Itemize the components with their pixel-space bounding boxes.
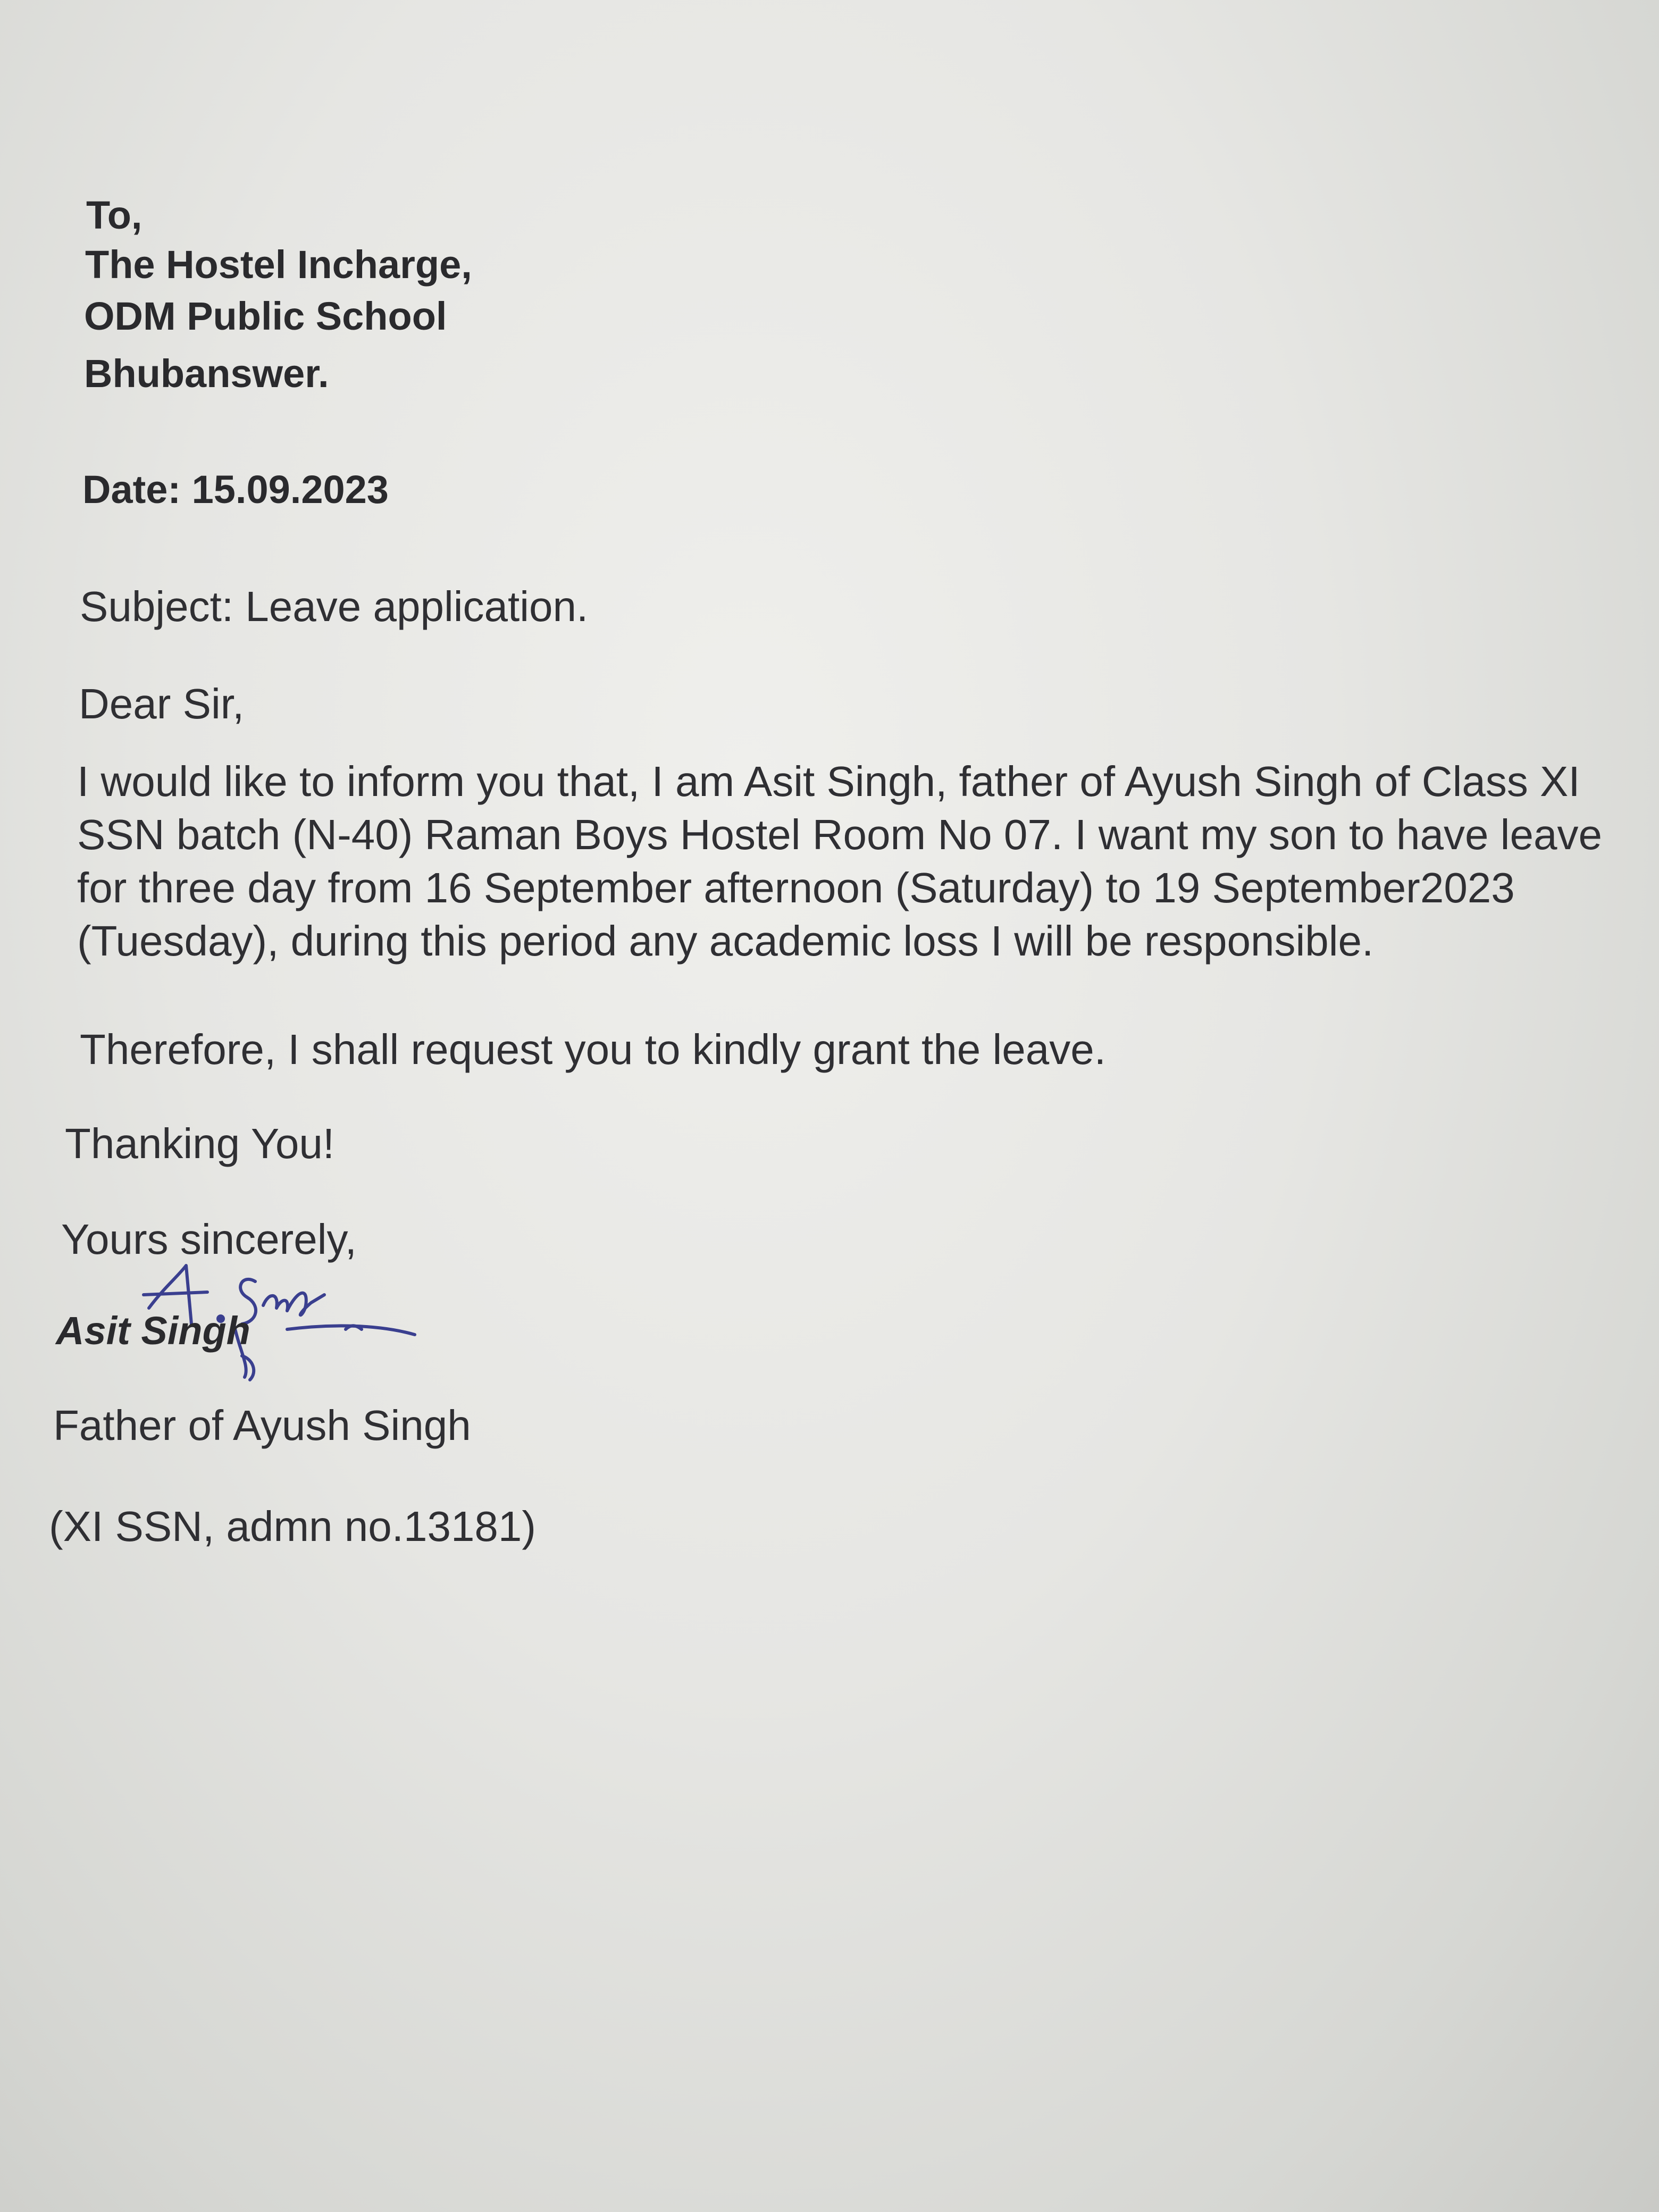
address-school: ODM Public School [84,294,447,338]
closing-line: Yours sincerely, [61,1216,357,1263]
signer-name: Asit Singh [56,1309,250,1353]
body-line: for three day from 16 September afternoon (Saturday) to 19 September2023 [77,864,1515,911]
letter-body [77,755,1602,968]
letter-date: Date: 15.09.2023 [82,467,389,512]
letter-subject: Subject: Leave application. [80,583,589,630]
address-city: Bhubanswer. [84,351,329,396]
body-line: SSN batch (N-40) Raman Boys Hostel Room No 07. I want my son to have leave [77,811,1602,858]
signer-relation: Father of Ayush Singh [53,1402,471,1449]
thanks-line: Thanking You! [65,1120,335,1167]
signer-details: (XI SSN, admn no.13181) [49,1503,537,1550]
salutation: Dear Sir, [79,680,245,727]
body-line: I would like to inform you that, I am Asit Singh, father of Ayush Singh of Class XI [77,758,1580,805]
request-line: Therefore, I shall request you to kindly grant the leave. [80,1026,1106,1073]
address-to: To, [86,193,143,237]
body-line: (Tuesday), during this period any academic loss I will be responsible. [77,917,1374,965]
address-recipient: The Hostel Incharge, [85,242,472,287]
